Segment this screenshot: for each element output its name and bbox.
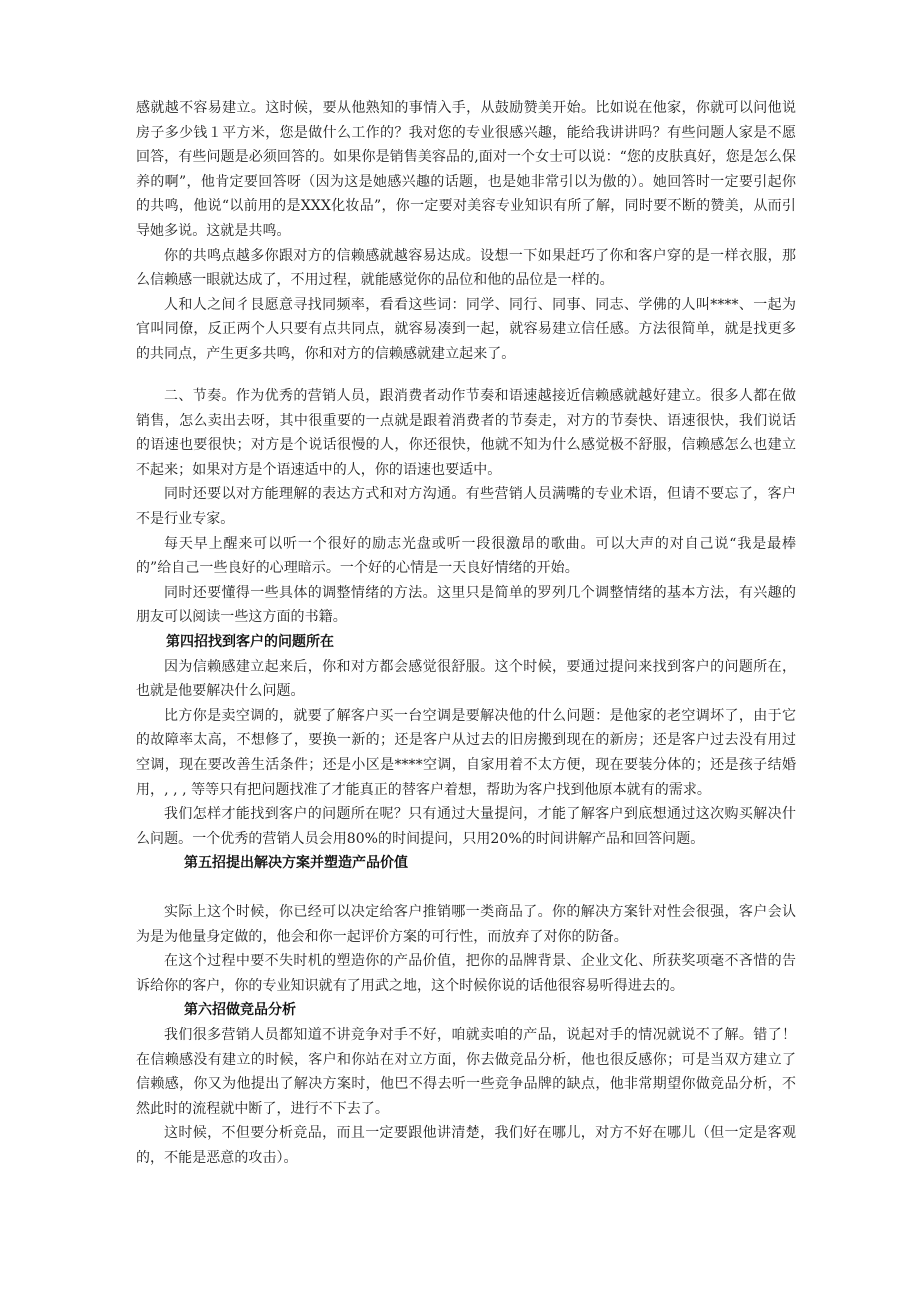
- paragraph-1: 感就越不容易建立。这时候，要从他熟知的事情入手，从鼓励赞美开始。比如说在他家，你就可以问他说房子多少钱１平方米，您是做什么工作的？我对您的专业很感兴趣，能给我讲讲吗？有些问题人家是不愿回答，有些问题是必须回答的。如果你是销售美容品的,面对一个女士可以说：“您的皮肤真好，您是怎么保养的啊”，他肯定要回答呀（因为这是她感兴趣的话题，也是她非常引以为傲的）。她回答时一定要引起你的共鸣，他说“以前用的是XXX化妆品”，你一定要对美容专业知识有所了解，同时要不断的赞美，从而引导她多说。这就是共鸣。: [136, 100, 796, 239]
- section-solution: [136, 900, 796, 1171]
- paragraph-13: 我们很多营销人员都知道不讲竞争对手不好，咱就卖咱的产品，说起对手的情况就说不了解。错了！在信赖感没有建立的时候，客户和你站在对立方面，你去做竞品分析，他也很反感你；可是当双方建立了信赖感，你又为他提出了解决方案时，他巴不得去听一些竞争品牌的缺点，他非常期望你做竞品分析，不然此时的流程就中断了，进行不下去了。: [136, 1026, 796, 1117]
- heading-step-6: 第六招做竞品分析: [184, 1002, 296, 1019]
- section-rapport: [136, 96, 796, 367]
- paragraph-10: 我们怎样才能找到客户的问题所在呢？只有通过大量提问，才能了解客户到底想通过这次购买解决什么问题。一个优秀的营销人员会用80%的时间提问，只用20%的时间讲解产品和回答问题。: [136, 806, 796, 847]
- heading-step-5: 第五招提出解决方案并塑造产品价值: [184, 855, 408, 872]
- paragraph-9: 比方你是卖空调的，就要了解客户买一台空调是要解决他的什么问题：是他家的老空调坏了，由于它的故障率太高，不想修了，要换一新的；还是客户从过去的旧房搬到现在的新房；还是客户过去没有用过空调，现在要改善生活条件；还是小区是****空调，自家用着不太方便，现在要装分体的；还是孩子结婚用，, , , 等等只有把问题找准了才能真正的替客户着想，帮助为客户找到他原本就有的需求。: [136, 707, 796, 798]
- paragraph-4: 二、节奏。作为优秀的营销人员，跟消费者动作节奏和语速越接近信赖感就越好建立。很多人都在做销售，怎么卖出去呀，其中很重要的一点就是跟着消费者的节奏走，对方的节奏快、语速很快，我们说话的语速也要很快；对方是个说话很慢的人，你还很快，他就不知为什么感觉极不舒服，信赖感怎么也建立不起来；如果对方是个语速适中的人，你的语速也要适中。: [136, 388, 796, 478]
- paragraph-3: 人和人之间彳艮愿意寻找同频率，看看这些词：同学、同行、同事、同志、学佛的人叫****、一起为官叫同僚，反正两个人只要有点共同点，就容易凑到一起，就容易建立信任感。方法很简单，就是找更多的共同点，产生更多共鸣，你和对方的信赖感就建立起来了。: [136, 296, 796, 362]
- paragraph-14: 这时候，不但要分析竞品，而且一定要跟他讲清楚，我们好在哪儿，对方不好在哪儿（但一定是客观的，不能是恶意的攻击）。: [136, 1125, 796, 1166]
- paragraph-8: 因为信赖感建立起来后，你和对方都会感觉很舒服。这个时候，要通过提问来找到客户的问题所在，也就是他要解决什么问题。: [136, 658, 796, 700]
- paragraph-6: 每天早上醒来可以听一个很好的励志光盘或听一段很激昂的歌曲。可以大声的对自己说“我是最棒的”给自己一些良好的心理暗示。一个好的心情是一天良好情绪的开始。: [136, 535, 796, 577]
- paragraph-11: 实际上这个时候，你已经可以决定给客户推销哪一类商品了。你的解决方案针对性会很强，客户会认为是为他量身定做的，他会和你一起评价方案的可行性，而放弃了对你的防备。: [136, 904, 796, 945]
- heading-step-4: 第四招找到客户的问题所在: [166, 633, 334, 650]
- paragraph-12: 在这个过程中要不失时机的塑造你的产品价值，把你的品牌背景、企业文化、所获奖项毫不吝惜的告诉给你的客户，你的专业知识就有了用武之地，这个时候你说的话他很容易听得进去的。: [136, 953, 796, 994]
- paragraph-7: 同时还要懂得一些具体的调整情绪的方法。这里只是简单的罗列几个调整情绪的基本方法，有兴趣的朋友可以阅读一些这方面的书籍。: [136, 584, 796, 626]
- paragraph-2: 你的共鸣点越多你跟对方的信赖感就越容易达成。设想一下如果赶巧了你和客户穿的是一样衣服，那么信赖感一眼就达成了，不用过程，就能感觉你的品位和他的品位是一样的。: [136, 247, 796, 289]
- section-rhythm: [136, 384, 796, 876]
- paragraph-5: 同时还要以对方能理解的表达方式和对方沟通。有些营销人员满嘴的专业术语，但请不要忘了，客户不是行业专家。: [136, 486, 796, 527]
